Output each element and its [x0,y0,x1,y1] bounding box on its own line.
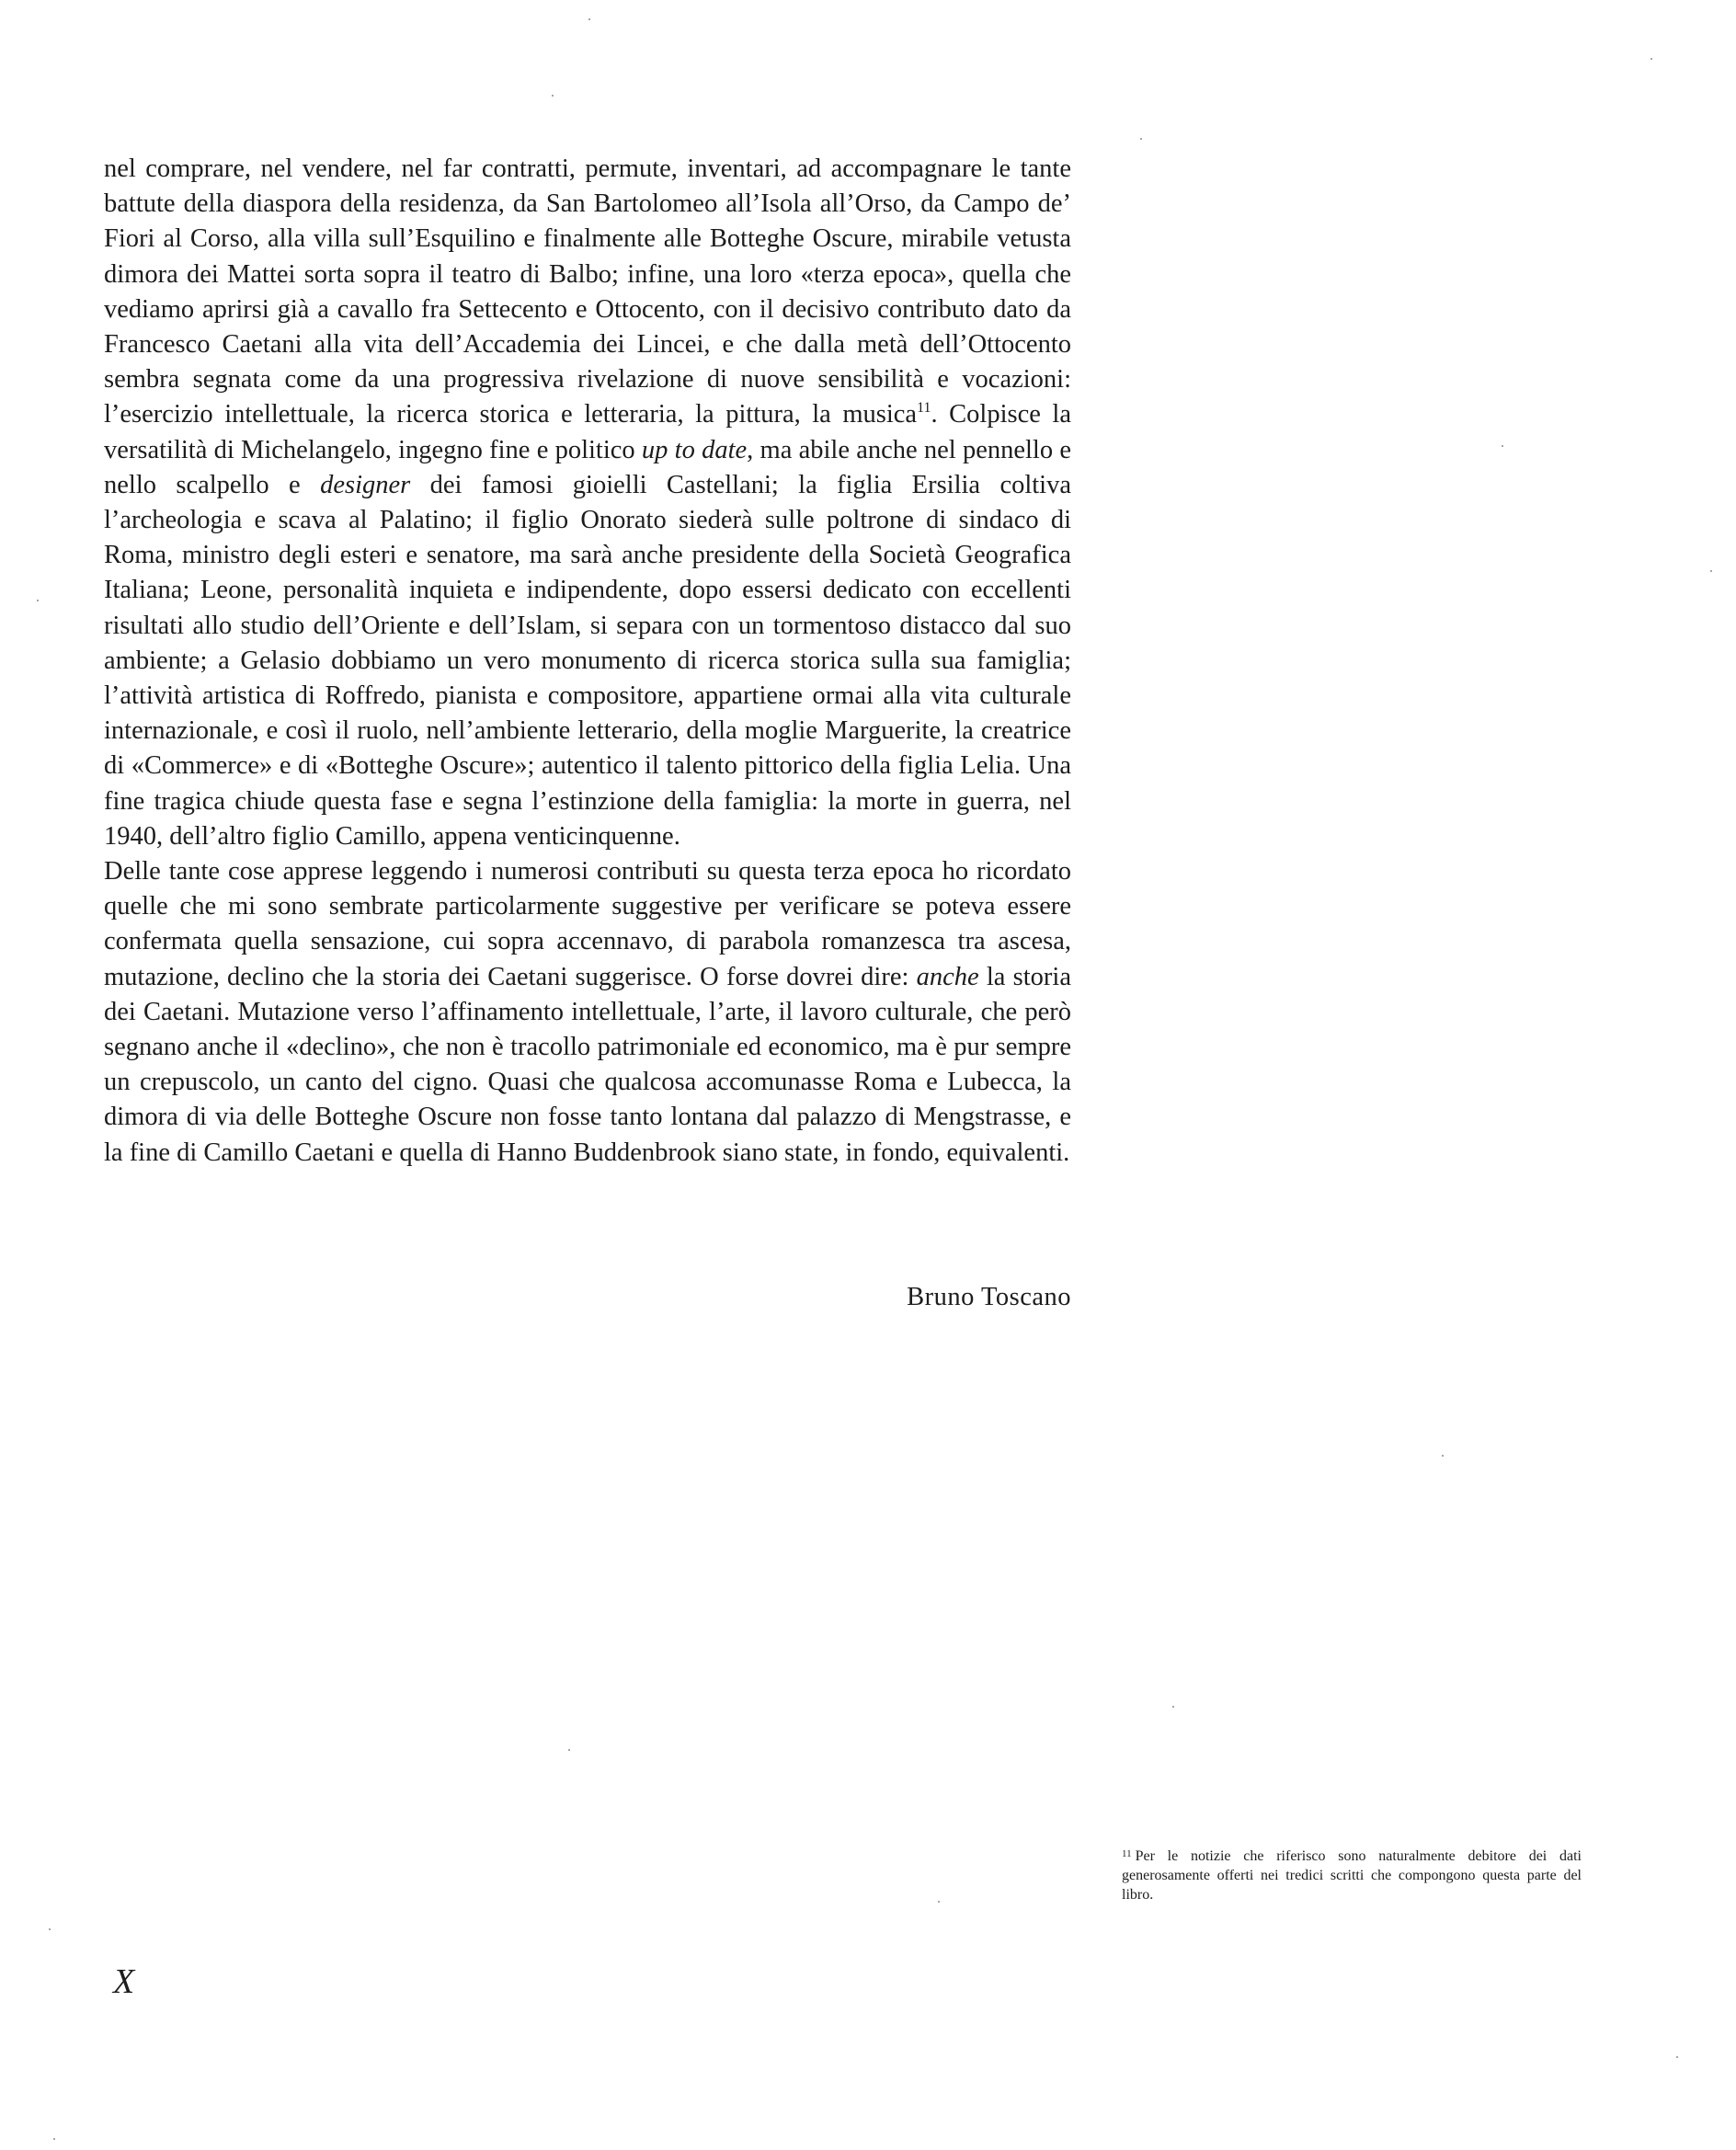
scan-speck [1172,1706,1174,1708]
scan-speck [1442,1455,1444,1457]
scan-speck [1676,2056,1678,2058]
author-signature: Bruno Toscano [907,1283,1071,1311]
scan-speck [1650,58,1652,60]
paragraph-1: nel comprare, nel vendere, nel far contratti, permute, inventari, ad accompagnare le tante battute della diaspora della residenza, da San Bartolomeo all’Isola all’Orso, da Campo de’ Fiori al Corso, alla villa sull’Esquilino e finalmente alle Botteghe Oscure, mirabile vetusta dimora dei Mattei sorta sopra il teatro di Balbo; infine, una loro «terza epoca», quella che vediamo aprirsi già a cavallo fra Settecento e Ottocento, con il decisivo contributo dato da Francesco Caetani alla vita dell’Accademia dei Lincei, e che dalla metà dell’Ottocento sembra segnata come da una progressiva rivelazione di nuove sensibilità e vocazioni: l’esercizio intellettuale, la ricerca storica e letteraria, la pittura, la musica$^{11}$. Colpisce la versatilità di Michelangelo, ingegno fine e politico up to date, ma abile anche nel pennello e nello scalpello e designer dei famosi gioielli Castellani; la figlia Ersilia coltiva l’archeologia e scava al Palatino; il figlio Onorato siederà sulle poltrone di sindaco di Roma, ministro degli esteri e senatore, ma sarà anche presidente della Società Geografica Italiana; Leone, personalità inquieta e indipendente, dopo essersi dedicato con eccellenti risultati allo studio dell’Oriente e dell’Islam, si separa con un tormentoso distacco dal suo ambiente; a Gelasio dobbiamo un vero monumento di ricerca storica sulla sua famiglia; l’attività artistica di Roffredo, pianista e compositore, appartiene ormai alla vita culturale internazionale, e così il ruolo, nell’ambiente letterario, della moglie Marguerite, la creatrice di «Commerce» e di «Botteghe Oscure»; autentico il talento pittorico della figlia Lelia. Una fine tragica chiude questa fase e segna l’estinzione della famiglia: la morte in guerra, nel 1940, dell’altro figlio Camillo, appena venticinquenne. [104,154,1071,851]
footnote-reference: 11 [917,400,931,417]
main-text [104,152,1071,1171]
scan-speck [53,2138,55,2140]
page-number: X [113,1962,135,2001]
italic-phrase: up to date [641,435,748,464]
footnote-text: Per le notizie che riferisco sono naturalmente debitore dei dati generosamente offerti nei tredici scritti che compongono questa parte del libro. [1122,1848,1582,1903]
footnote [1122,1847,1582,1904]
scan-speck [1140,138,1142,140]
scan-speck [49,1928,51,1930]
scan-speck [1502,445,1503,447]
scan-speck [37,600,39,601]
scan-speck [552,95,554,97]
scan-speck [1710,570,1712,572]
italic-phrase: anche [916,962,979,991]
scan-speck [588,18,590,20]
scan-speck [568,1749,570,1751]
footnote-number: 11 [1122,1848,1132,1859]
scan-speck [938,1901,940,1903]
italic-phrase: designer [320,470,411,499]
paragraph-2: Delle tante cose apprese leggendo i numerosi contributi su questa terza epoca ho ricordato quelle che mi sono sembrate particolarmente suggestive per verificare se poteva essere confermata quella sensazione, cui sopra accennavo, di parabola romanzesca tra ascesa, mutazione, declino che la storia dei Caetani suggerisce. O forse dovrei dire: anche la storia dei Caetani. Mutazione verso l’affinamento intellettuale, l’arte, il lavoro culturale, che però segnano anche il «declino», che non è tracollo patrimoniale ed economico, ma è pur sempre un crepuscolo, un canto del cigno. Quasi che qualcosa accomunasse Roma e Lubecca, la dimora di via delle Botteghe Oscure non fosse tanto lontana dal palazzo di Mengstrasse, e la fine di Camillo Caetani e quella di Hanno Buddenbrook siano state, in fondo, equivalenti. [104,857,1071,1167]
